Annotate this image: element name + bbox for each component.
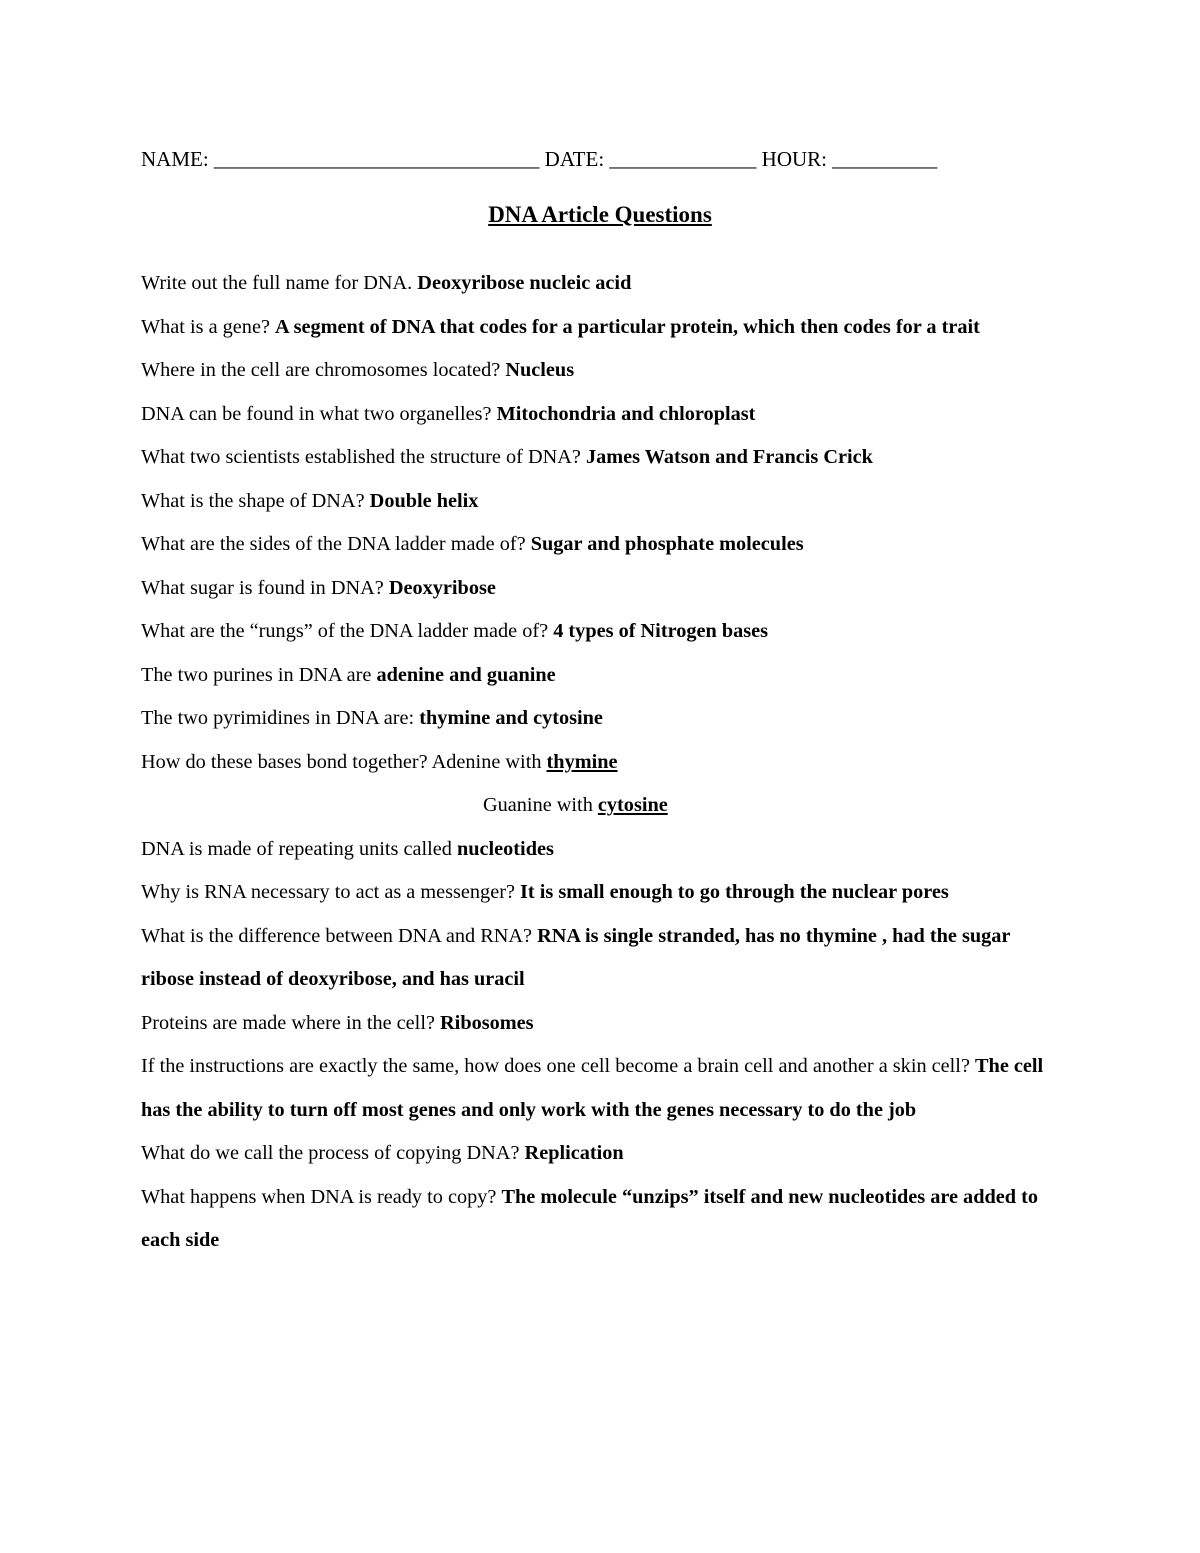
- question-text: If the instructions are exactly the same, how does one cell become a brain cell and another a skin cell?: [141, 1055, 976, 1077]
- answer-text: A segment of DNA that codes for a particular protein, which then codes for a trait: [275, 315, 980, 338]
- question-text: The two purines in DNA are: [141, 663, 377, 686]
- date-blank: ______________: [609, 147, 757, 171]
- name-label: NAME:: [141, 147, 209, 171]
- answer-text: RNA is single stranded, has no thymine , had the sugar ribose instead of deoxyribose, and has uracil: [141, 924, 1011, 990]
- question-item: [141, 654, 1059, 698]
- student-info-line: [141, 143, 1061, 175]
- answer-text: Mitochondria and chloroplast: [496, 402, 756, 425]
- question-item: [141, 915, 1059, 1002]
- answer-text: James Watson and Francis Crick: [585, 446, 873, 468]
- question-text: DNA is made of repeating units called: [141, 837, 457, 860]
- question-text: What are the sides of the DNA ladder made of?: [141, 533, 531, 555]
- question-item: [141, 480, 1059, 524]
- answer-text: Double helix: [369, 489, 479, 512]
- question-text: What is a gene?: [141, 315, 276, 338]
- answer-underlined: thymine: [546, 750, 618, 773]
- answer-underlined: cytosine: [597, 794, 668, 816]
- question-item: [141, 436, 1059, 480]
- question-item: [141, 349, 1059, 393]
- question-item: [141, 1045, 1059, 1132]
- answer-text: It is small enough to go through the nuclear pores: [520, 881, 949, 903]
- question-text: DNA can be found in what two organelles?: [141, 402, 497, 425]
- hour-blank: __________: [832, 147, 938, 171]
- question-item: [141, 523, 1059, 567]
- question-item: [141, 262, 1059, 306]
- question-item: [141, 784, 1059, 828]
- question-text: Where in the cell are chromosomes located?: [141, 359, 506, 381]
- hour-label: HOUR:: [761, 147, 828, 171]
- question-text: What are the “rungs” of the DNA ladder made of?: [141, 620, 554, 642]
- question-text: Write out the full name for DNA.: [141, 272, 418, 294]
- question-text: What is the difference between DNA and RNA?: [141, 924, 538, 947]
- question-text: How do these bases bond together? Adenine with: [141, 750, 547, 773]
- question-text: Guanine with: [483, 794, 598, 816]
- answer-text: The molecule “unzips” itself and new nucleotides are added to each side: [141, 1185, 1039, 1251]
- question-item: [141, 610, 1059, 654]
- answer-text: Replication: [524, 1142, 624, 1164]
- question-item: [141, 1002, 1059, 1046]
- answer-text: Nucleus: [505, 359, 575, 381]
- question-item: [141, 697, 1059, 741]
- question-text: What sugar is found in DNA?: [141, 576, 389, 599]
- answer-text: thymine and cytosine: [419, 707, 603, 729]
- answer-text: 4 types of Nitrogen bases: [553, 620, 769, 642]
- question-text: The two pyrimidines in DNA are:: [141, 707, 420, 729]
- question-text: What happens when DNA is ready to copy?: [141, 1185, 502, 1208]
- question-text: What is the shape of DNA?: [141, 489, 370, 512]
- name-blank: _______________________________: [213, 147, 540, 171]
- question-text: Why is RNA necessary to act as a messenger?: [141, 881, 521, 903]
- answer-text: Deoxyribose nucleic acid: [417, 272, 632, 294]
- question-item: [141, 871, 1059, 915]
- question-item: [141, 567, 1059, 611]
- question-item: [141, 306, 1059, 350]
- answer-text: The cell has the ability to turn off most genes and only work with the genes necessary to do the job: [141, 1055, 1044, 1121]
- answer-text: Deoxyribose: [388, 576, 496, 599]
- question-item: [141, 393, 1059, 437]
- question-item: [141, 741, 1059, 785]
- date-label: DATE:: [544, 147, 605, 171]
- question-list: [141, 262, 1059, 1263]
- question-item: [141, 1176, 1059, 1263]
- question-item: [141, 828, 1059, 872]
- answer-text: Ribosomes: [440, 1011, 534, 1034]
- question-text: What two scientists established the structure of DNA?: [141, 446, 586, 468]
- answer-text: adenine and guanine: [376, 663, 556, 686]
- answer-text: nucleotides: [456, 837, 554, 860]
- answer-text: Sugar and phosphate molecules: [530, 533, 804, 555]
- question-item: [141, 1132, 1059, 1176]
- question-text: Proteins are made where in the cell?: [141, 1011, 441, 1034]
- page-title: DNA Article Questions: [488, 202, 712, 227]
- question-text: What do we call the process of copying DNA?: [141, 1142, 525, 1164]
